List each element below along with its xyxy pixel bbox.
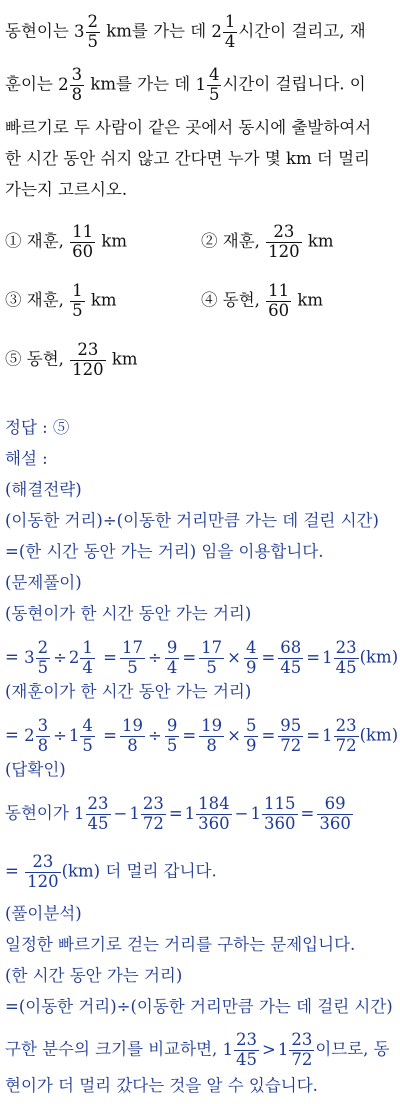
- problem-text: 훈이는: [5, 74, 53, 94]
- mixed-number: 1 $\frac{4}{5}$: [195, 65, 220, 104]
- problem-line-1: [5, 14, 366, 50]
- analysis-line-1: 일정한 빠르기로 걷는 거리를 구하는 문제입니다.: [5, 935, 356, 954]
- dong-calculation: = 3 $\frac{2}{5}$ ÷ 2 $\frac{1}{4}$ = $\frac{17}{5}$ ÷ $\frac{9}{4}$ = $\frac{17}{5}$ × $\frac{4}{9}$ = $\frac{68}{45}$ = 1 $\frac{23}{45}$ (km): [5, 638, 399, 677]
- dong-heading: (동현이가 한 시간 동안 가는 거리): [5, 604, 252, 623]
- jae-heading: (재훈이가 한 시간 동안 가는 거리): [5, 682, 252, 701]
- problem-line-5: 가는지 고르시오.: [5, 180, 128, 199]
- choice-3[interactable]: ③ 재훈, $\frac{1}{5}$ km: [5, 281, 117, 320]
- analysis-line-3: =(이동한 거리)÷(이동한 거리만큼 가는 데 걸린 시간): [5, 997, 393, 1016]
- analysis-line-5: 현이가 더 멀리 갔다는 것을 알 수 있습니다.: [5, 1076, 318, 1095]
- choice-1[interactable]: ① 재훈, $\frac{11}{60}$ km: [5, 222, 128, 261]
- check-calculation: 동현이가 1 $\frac{23}{45}$ − 1 $\frac{23}{72}$ = 1 $\frac{184}{360}$ − 1 $\frac{115}{360}$ = $\frac{69}{360}$: [5, 794, 351, 833]
- problem-text: km를 가는 데: [106, 21, 207, 41]
- mixed-number: 2 $\frac{3}{8}$: [58, 65, 83, 104]
- problem-text: 동현이는: [5, 21, 69, 41]
- problem-line-4: 한 시간 동안 쉬지 않고 간다면 누가 몇 km 더 멀리: [5, 149, 370, 168]
- strategy-line-2: =(한 시간 동안 가는 거리) 임을 이용합니다.: [5, 542, 324, 561]
- mixed-number: 3 $\frac{2}{5}$: [74, 12, 99, 51]
- choice-2[interactable]: ② 재훈, $\frac{23}{120}$ km: [201, 222, 334, 261]
- jae-calculation: = 2 $\frac{3}{8}$ ÷ 1 $\frac{4}{5}$ = $\frac{19}{8}$ ÷ $\frac{9}{5}$ = $\frac{19}{8}$ × $\frac{5}{9}$ = $\frac{95}{72}$ = 1 $\frac{23}{72}$ (km): [5, 716, 399, 755]
- choice-5[interactable]: ⑤ 동현, $\frac{23}{120}$ km: [5, 340, 138, 379]
- answer-line: 정답 : ⑤: [5, 418, 70, 437]
- problem-line-3: 빠르기로 두 사람이 같은 곳에서 동시에 출발하여서: [5, 118, 372, 137]
- analysis-line-2: (한 시간 동안 가는 거리): [5, 966, 183, 985]
- problem-text: km를 가는 데: [90, 74, 191, 94]
- problem-text: 시간이 걸리고, 재: [238, 21, 366, 41]
- analysis-line-4: 구한 분수의 크기를 비교하면, 1 $\frac{23}{45}$ > 1 $\frac{23}{72}$ 이므로, 동: [5, 1030, 390, 1069]
- problem-line-2: [5, 67, 366, 103]
- explain-label: 해설 :: [5, 449, 48, 468]
- mixed-number: 2 $\frac{1}{4}$: [211, 12, 236, 51]
- problem-text: 시간이 걸립니다. 이: [222, 74, 366, 94]
- strategy-heading: (해결전략): [5, 480, 82, 499]
- analysis-heading: (풀이분석): [5, 904, 82, 923]
- check-result: = $\frac{23}{120}$ (km) 더 멀리 갑니다.: [5, 852, 217, 891]
- strategy-line-1: (이동한 거리)÷(이동한 거리만큼 가는 데 걸린 시간): [5, 511, 379, 530]
- check-heading: (답확인): [5, 760, 66, 779]
- solve-heading: (문제풀이): [5, 573, 82, 592]
- choice-4[interactable]: ④ 동현, $\frac{11}{60}$ km: [201, 281, 324, 320]
